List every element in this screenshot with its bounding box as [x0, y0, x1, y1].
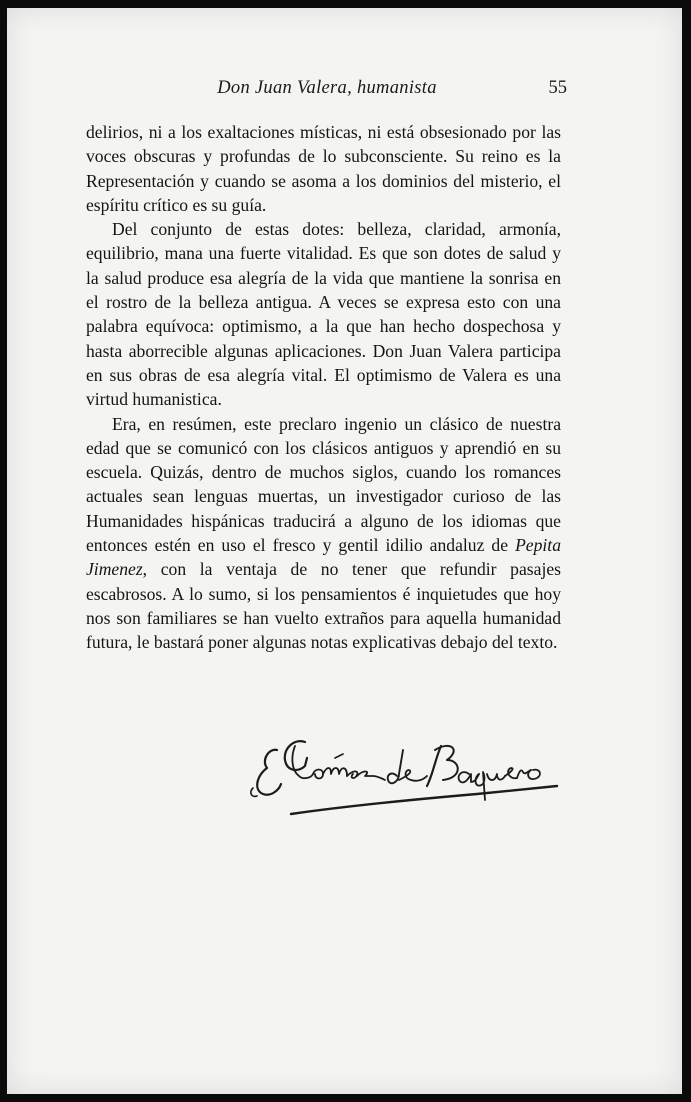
signature-graphic — [247, 720, 567, 830]
text-segment: delirios, ni a los exaltaciones místicas, ni está obsesionado por las voces obscuras y profundas de lo subconsciente. Su reino es la Representación y cuando se asoma a los dominios del misterio, el espíritu crítico es su guía. — [86, 122, 561, 215]
running-title: Don Juan Valera, humanista — [217, 78, 437, 98]
book-page — [7, 8, 682, 1094]
body-text — [86, 120, 561, 655]
paragraph-2 — [86, 217, 561, 411]
italic-title: Pepita Jimenez — [86, 535, 561, 580]
paragraph-1 — [86, 120, 561, 217]
text-segment: Era, en resúmen, este preclaro ingenio un clásico de nuestra edad que se comunicó con los clásicos antiguos y aprendió en su escuela. Quizás, dentro de muchos siglos, cuando los romances actuales sean lenguas muertas, un investigador curioso de las Humanidades hispánicas traducirá a alguno de los idiomas que entonces estén en uso el fresco y gentil idilio andaluz de — [86, 413, 561, 556]
text-segment: Del conjunto de estas dotes: belleza, claridad, armonía, equilibrio, mana una fuerte vitalidad. Es que son dotes de salud y la salud produce esa alegría de la vida que mantiene la sonrisa en el rostro de la belleza antigua. A veces se expresa esto con una palabra equívoca: optimismo, a la que han hecho dospechosa y hasta aborrecible algunas aplicaciones. Don Juan Valera participa en sus obras de esa alegría vital. El optimismo de Valera es una virtud humanistica. — [86, 219, 561, 410]
handwritten-signature — [247, 720, 567, 830]
text-segment: , con la ventaja de no tener que refundir pasajes escabrosos. A lo sumo, si los pensamientos é inquietudes que hoy nos son familiares se han vuelto extraños para aquella humanidad futura, le bastará poner algunas notas explicativas debajo del texto. — [86, 559, 561, 653]
page-number: 55 — [548, 78, 567, 98]
paragraph-3 — [86, 412, 561, 655]
page-header — [87, 78, 567, 104]
